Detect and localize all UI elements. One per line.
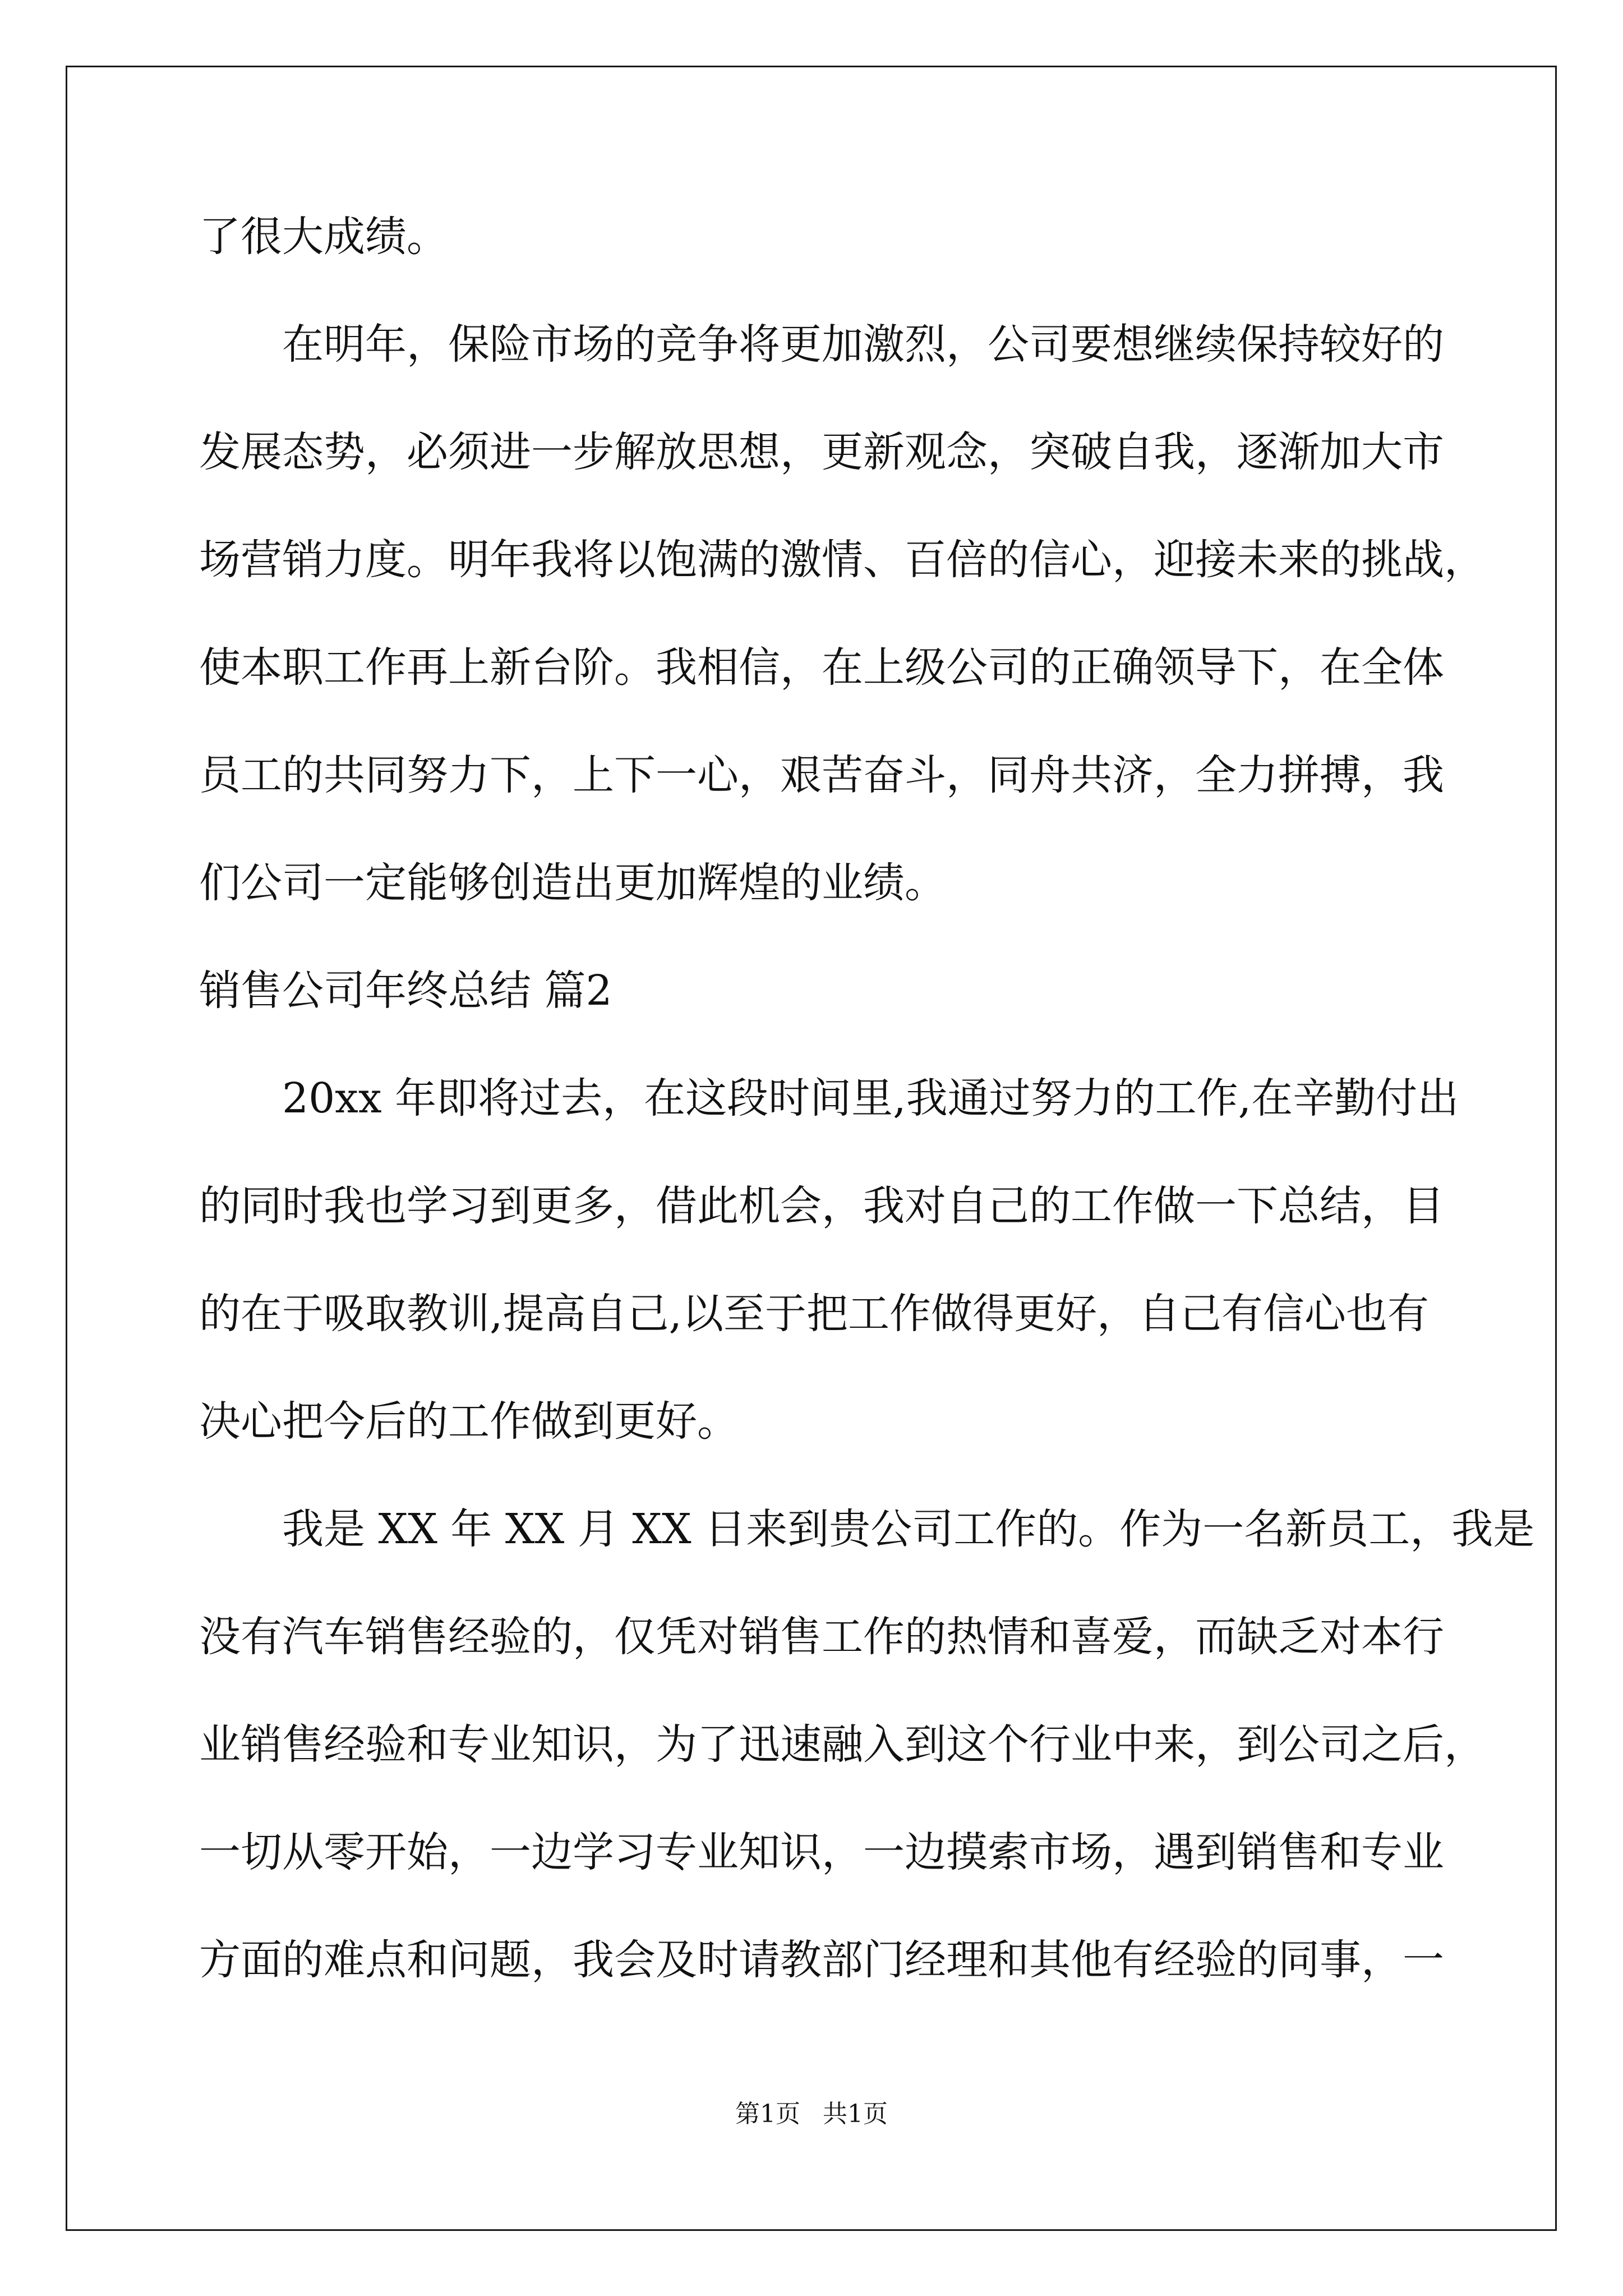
page-number: 第1页 <box>735 2100 800 2128</box>
text-line: 的同时我也学习到更多，借此机会，我对自己的工作做一下总结，目 <box>199 1182 1444 1230</box>
text-line: 了很大成绩。 <box>199 213 448 261</box>
text-line: 一切从零开始，一边学习专业知识，一边摸索市场，遇到销售和专业 <box>199 1828 1444 1876</box>
text-line: 方面的难点和问题，我会及时请教部门经理和其他有经验的同事，一 <box>199 1936 1444 1984</box>
text-line: 我是 XX 年 XX 月 XX 日来到贵公司工作的。作为一名新员工，我是 <box>199 1505 1535 1553</box>
text-line: 员工的共同努力下，上下一心，艰苦奋斗，同舟共济，全力拼搏，我 <box>199 751 1444 799</box>
text-line: 场营销力度。明年我将以饱满的激情、百倍的信心，迎接未来的挑战， <box>199 536 1486 584</box>
text-line: 们公司一定能够创造出更加辉煌的业绩。 <box>199 859 946 907</box>
text-line: 决心把今后的工作做到更好。 <box>199 1397 739 1446</box>
text-line: 使本职工作再上新台阶。我相信，在上级公司的正确领导下，在全体 <box>199 643 1444 692</box>
text-line: 发展态势，必须进一步解放思想，更新观念，突破自我，逐渐加大市 <box>199 428 1444 476</box>
text-line: 的在于吸取教训,提高自己,以至于把工作做得更好，自己有信心也有 <box>199 1290 1430 1338</box>
text-line: 在明年，保险市场的竞争将更加激烈，公司要想继续保持较好的 <box>199 320 1444 369</box>
section-heading: 销售公司年终总结 篇2 <box>199 967 612 1015</box>
text-line: 业销售经验和专业知识，为了迅速融入到这个行业中来，到公司之后， <box>199 1720 1486 1769</box>
text-line: 20xx 年即将过去，在这段时间里,我通过努力的工作,在辛勤付出 <box>199 1074 1459 1122</box>
text-line: 没有汽车销售经验的，仅凭对销售工作的热情和喜爱，而缺乏对本行 <box>199 1613 1444 1661</box>
page-footer <box>0 2093 1623 2129</box>
page-border <box>66 66 1557 2231</box>
page-total: 共1页 <box>823 2100 888 2128</box>
